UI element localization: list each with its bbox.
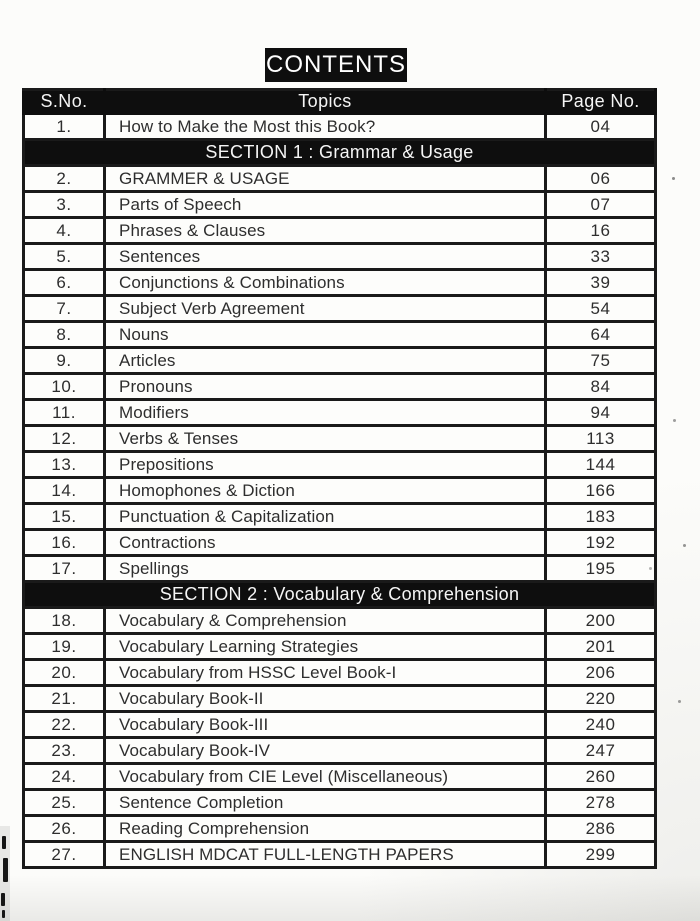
serial-cell: 7. bbox=[24, 296, 105, 322]
toc-row bbox=[24, 764, 656, 790]
scan-artifact-dash bbox=[1, 893, 5, 906]
topic-cell: Sentences bbox=[105, 244, 546, 270]
toc-row bbox=[24, 114, 656, 140]
topic-cell: Phrases & Clauses bbox=[105, 218, 546, 244]
page-cell: 286 bbox=[546, 816, 656, 842]
topic-cell: Articles bbox=[105, 348, 546, 374]
toc-row bbox=[24, 660, 656, 686]
page-cell: 144 bbox=[546, 452, 656, 478]
ink-specks bbox=[672, 177, 675, 180]
topic-cell: Vocabulary Learning Strategies bbox=[105, 634, 546, 660]
serial-cell: 6. bbox=[24, 270, 105, 296]
topic-cell: Homophones & Diction bbox=[105, 478, 546, 504]
toc-row bbox=[24, 322, 656, 348]
serial-cell: 20. bbox=[24, 660, 105, 686]
topic-cell: ENGLISH MDCAT FULL-LENGTH PAPERS bbox=[105, 842, 546, 868]
topic-cell: Modifiers bbox=[105, 400, 546, 426]
contents-table-body bbox=[24, 114, 656, 868]
topic-cell: Pronouns bbox=[105, 374, 546, 400]
page-cell: 201 bbox=[546, 634, 656, 660]
toc-row bbox=[24, 374, 656, 400]
serial-cell: 25. bbox=[24, 790, 105, 816]
topic-cell: Parts of Speech bbox=[105, 192, 546, 218]
toc-row bbox=[24, 192, 656, 218]
toc-row bbox=[24, 296, 656, 322]
page-cell: 206 bbox=[546, 660, 656, 686]
page-cell: 192 bbox=[546, 530, 656, 556]
topic-cell: Sentence Completion bbox=[105, 790, 546, 816]
toc-row bbox=[24, 400, 656, 426]
topic-cell: Vocabulary from HSSC Level Book-I bbox=[105, 660, 546, 686]
toc-row bbox=[24, 686, 656, 712]
topic-cell: How to Make the Most this Book? bbox=[105, 114, 546, 140]
topic-cell: Reading Comprehension bbox=[105, 816, 546, 842]
toc-row bbox=[24, 842, 656, 868]
toc-row bbox=[24, 738, 656, 764]
topic-cell: Prepositions bbox=[105, 452, 546, 478]
serial-cell: 21. bbox=[24, 686, 105, 712]
serial-cell: 15. bbox=[24, 504, 105, 530]
page-cell: 39 bbox=[546, 270, 656, 296]
serial-cell: 17. bbox=[24, 556, 105, 582]
serial-cell: 16. bbox=[24, 530, 105, 556]
page-cell: 06 bbox=[546, 166, 656, 192]
topic-cell: Vocabulary Book-III bbox=[105, 712, 546, 738]
column-header-sno: S.No. bbox=[24, 90, 105, 114]
page-cell: 33 bbox=[546, 244, 656, 270]
scan-artifact-dash bbox=[3, 858, 8, 882]
toc-row bbox=[24, 426, 656, 452]
toc-row bbox=[24, 452, 656, 478]
serial-cell: 22. bbox=[24, 712, 105, 738]
toc-row bbox=[24, 270, 656, 296]
topic-cell: Vocabulary Book-IV bbox=[105, 738, 546, 764]
topic-cell: Contractions bbox=[105, 530, 546, 556]
toc-row bbox=[24, 530, 656, 556]
serial-cell: 24. bbox=[24, 764, 105, 790]
topic-cell: Subject Verb Agreement bbox=[105, 296, 546, 322]
topic-cell: GRAMMER & USAGE bbox=[105, 166, 546, 192]
page-cell: 299 bbox=[546, 842, 656, 868]
page-cell: 16 bbox=[546, 218, 656, 244]
page-cell: 84 bbox=[546, 374, 656, 400]
page-cell: 278 bbox=[546, 790, 656, 816]
serial-cell: 13. bbox=[24, 452, 105, 478]
topic-cell: Vocabulary Book-II bbox=[105, 686, 546, 712]
toc-row bbox=[24, 608, 656, 634]
serial-cell: 10. bbox=[24, 374, 105, 400]
serial-cell: 27. bbox=[24, 842, 105, 868]
page-title: CONTENTS bbox=[265, 48, 407, 82]
page-cell: 75 bbox=[546, 348, 656, 374]
page-cell: 04 bbox=[546, 114, 656, 140]
serial-cell: 5. bbox=[24, 244, 105, 270]
page-cell: 220 bbox=[546, 686, 656, 712]
toc-row bbox=[24, 504, 656, 530]
page-cell: 07 bbox=[546, 192, 656, 218]
page-cell: 54 bbox=[546, 296, 656, 322]
toc-row bbox=[24, 348, 656, 374]
serial-cell: 19. bbox=[24, 634, 105, 660]
toc-row bbox=[24, 244, 656, 270]
serial-cell: 4. bbox=[24, 218, 105, 244]
serial-cell: 23. bbox=[24, 738, 105, 764]
section-label: SECTION 1 : Grammar & Usage bbox=[24, 140, 656, 166]
topic-cell: Nouns bbox=[105, 322, 546, 348]
toc-row bbox=[24, 556, 656, 582]
serial-cell: 9. bbox=[24, 348, 105, 374]
toc-row bbox=[24, 478, 656, 504]
scan-artifact-dash bbox=[2, 910, 5, 918]
serial-cell: 12. bbox=[24, 426, 105, 452]
page-cell: 240 bbox=[546, 712, 656, 738]
section-label: SECTION 2 : Vocabulary & Comprehension bbox=[24, 582, 656, 608]
header-row bbox=[24, 90, 656, 114]
page-cell: 247 bbox=[546, 738, 656, 764]
page-cell: 260 bbox=[546, 764, 656, 790]
topic-cell: Vocabulary & Comprehension bbox=[105, 608, 546, 634]
page-cell: 64 bbox=[546, 322, 656, 348]
page-cell: 113 bbox=[546, 426, 656, 452]
topic-cell: Spellings bbox=[105, 556, 546, 582]
topic-cell: Conjunctions & Combinations bbox=[105, 270, 546, 296]
page-cell: 166 bbox=[546, 478, 656, 504]
page-cell: 195 bbox=[546, 556, 656, 582]
toc-row bbox=[24, 218, 656, 244]
contents-table bbox=[22, 88, 657, 869]
scan-artifact-dash bbox=[2, 836, 6, 849]
contents-table-header bbox=[24, 90, 656, 114]
toc-row bbox=[24, 790, 656, 816]
toc-row bbox=[24, 816, 656, 842]
toc-row bbox=[24, 166, 656, 192]
serial-cell: 14. bbox=[24, 478, 105, 504]
serial-cell: 26. bbox=[24, 816, 105, 842]
page-cell: 200 bbox=[546, 608, 656, 634]
serial-cell: 18. bbox=[24, 608, 105, 634]
serial-cell: 11. bbox=[24, 400, 105, 426]
topic-cell: Punctuation & Capitalization bbox=[105, 504, 546, 530]
section-row bbox=[24, 582, 656, 608]
topic-cell: Verbs & Tenses bbox=[105, 426, 546, 452]
page-cell: 94 bbox=[546, 400, 656, 426]
serial-cell: 1. bbox=[24, 114, 105, 140]
topic-cell: Vocabulary from CIE Level (Miscellaneous) bbox=[105, 764, 546, 790]
page-cell: 183 bbox=[546, 504, 656, 530]
toc-row bbox=[24, 634, 656, 660]
serial-cell: 8. bbox=[24, 322, 105, 348]
column-header-topics: Topics bbox=[105, 90, 546, 114]
serial-cell: 2. bbox=[24, 166, 105, 192]
serial-cell: 3. bbox=[24, 192, 105, 218]
toc-row bbox=[24, 712, 656, 738]
column-header-page: Page No. bbox=[546, 90, 656, 114]
section-row bbox=[24, 140, 656, 166]
